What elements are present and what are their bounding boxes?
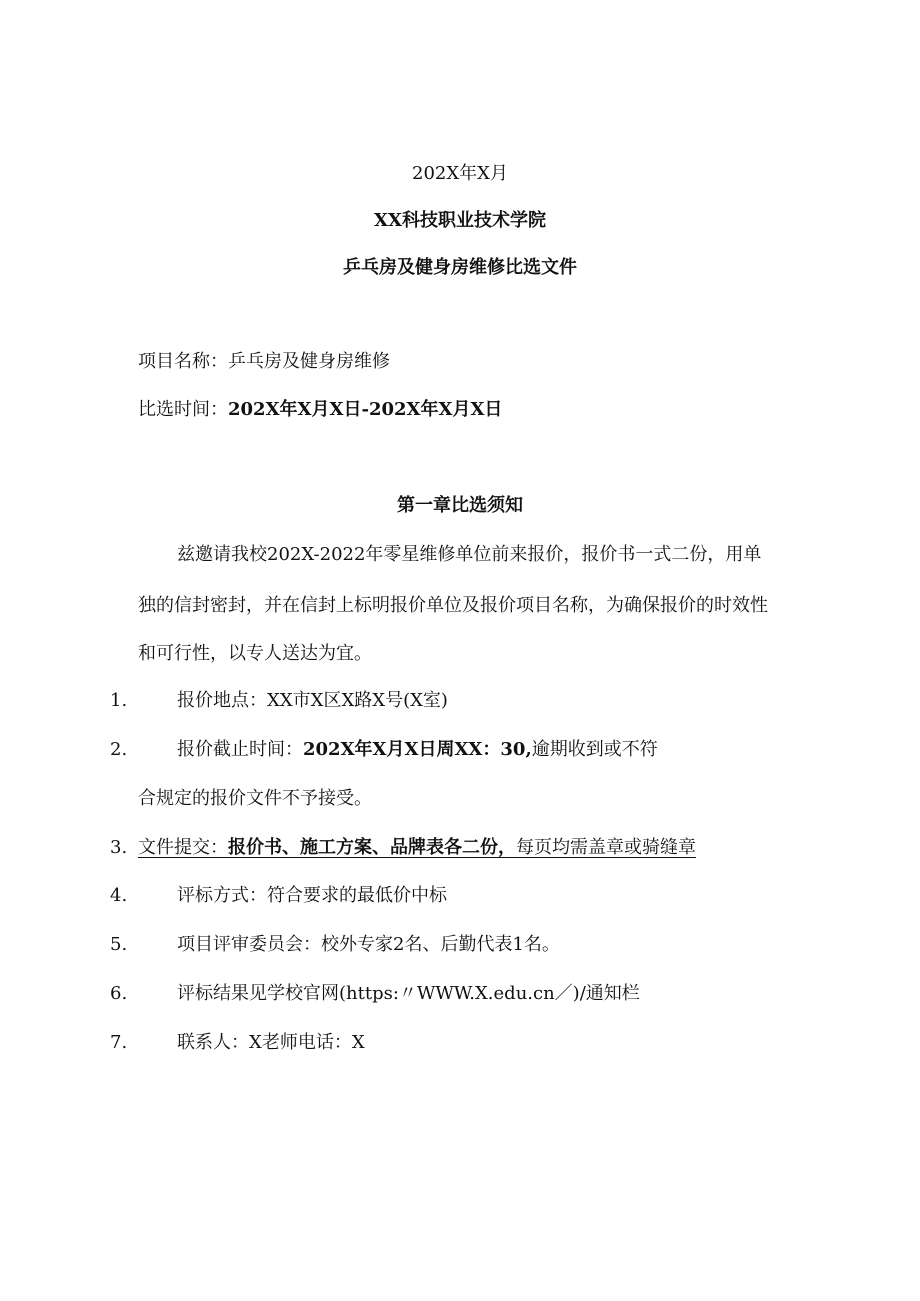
selection-time-label: 比选时间： bbox=[138, 399, 228, 420]
institution-name: XX科技职业技术学院 bbox=[374, 210, 546, 231]
item-number-6: 6. bbox=[110, 983, 128, 1004]
intro-paragraph-line-1: 兹邀请我校202X-2022年零星维修单位前来报价，报价书一式二份，用单 bbox=[177, 544, 762, 565]
item-2-continuation: 合规定的报价文件不予接受。 bbox=[138, 788, 372, 809]
chapter-title: 第一章比选须知 bbox=[397, 495, 523, 516]
item-number-2: 2. bbox=[110, 739, 128, 760]
item-number-7: 7. bbox=[110, 1032, 128, 1053]
intro-paragraph-line-3: 和可行性，以专人送达为宜。 bbox=[138, 643, 372, 664]
item-number-5: 5. bbox=[110, 934, 128, 955]
item-3-label: 文件提交： bbox=[138, 837, 228, 858]
item-text-2 bbox=[177, 738, 658, 762]
item-number-4: 4. bbox=[110, 885, 128, 906]
selection-time-value: 202X年X月X日-202X年X月X日 bbox=[228, 399, 503, 420]
selection-time-row bbox=[138, 398, 502, 422]
project-name-label: 项目名称： bbox=[138, 351, 228, 372]
item-2-label: 报价截止时间： bbox=[177, 739, 303, 760]
item-number-1: 1. bbox=[110, 690, 128, 711]
item-2-deadline: 202X年X月X日周XX：30, bbox=[303, 739, 532, 760]
item-text-4: 评标方式：符合要求的最低价中标 bbox=[177, 885, 447, 906]
item-text-6: 评标结果见学校官网(https:〃WWW.X.edu.cn／)/通知栏 bbox=[177, 983, 640, 1004]
item-text-1: 报价地点：XX市X区X路X号(X室) bbox=[177, 690, 448, 711]
item-text-3 bbox=[138, 836, 696, 860]
item-2-note: 逾期收到或不符 bbox=[531, 739, 658, 760]
item-3-documents: 报价书、施工方案、品牌表各二份， bbox=[228, 837, 516, 858]
item-text-7: 联系人：X老师电话：X bbox=[177, 1032, 365, 1053]
item-number-3: 3. bbox=[110, 837, 128, 858]
document-title: 乒乓房及健身房维修比选文件 bbox=[343, 257, 577, 278]
project-name-row bbox=[138, 350, 390, 374]
intro-paragraph-line-2: 独的信封密封，并在信封上标明报价单位及报价项目名称，为确保报价的时效性 bbox=[138, 595, 768, 616]
document-date: 202X年X月 bbox=[412, 163, 508, 184]
item-text-5: 项目评审委员会：校外专家2名、后勤代表1名。 bbox=[177, 934, 560, 955]
project-name-value: 乒乓房及健身房维修 bbox=[228, 351, 390, 372]
item-3-note: 每页均需盖章或骑缝章 bbox=[516, 837, 696, 858]
